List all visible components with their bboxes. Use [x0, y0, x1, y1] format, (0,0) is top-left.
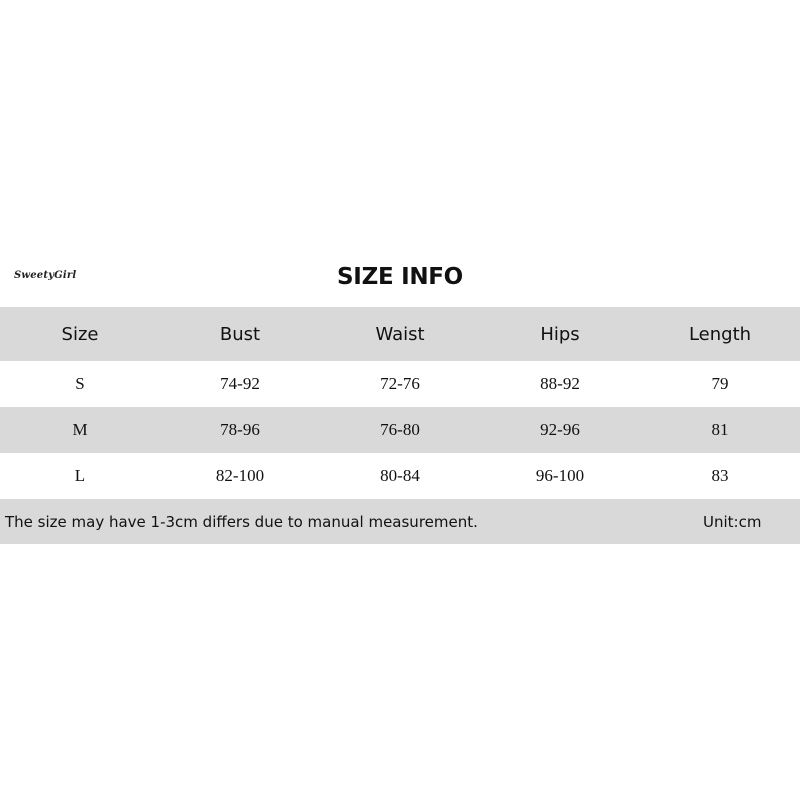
cell-bust: 82-100 — [215, 466, 265, 485]
measurement-note: The size may have 1-3cm differs due to manual measurement. — [5, 512, 478, 531]
cell-waist: 72-76 — [380, 374, 420, 393]
cell-hips: 88-92 — [540, 374, 580, 393]
cell-waist: 80-84 — [380, 466, 420, 485]
header-waist: Waist — [375, 323, 425, 345]
cell-waist: 76-80 — [380, 420, 420, 439]
table-row — [0, 453, 800, 499]
cell-length: 79 — [711, 374, 729, 393]
header-size: Size — [61, 323, 99, 345]
cell-size: S — [75, 374, 85, 393]
header-bust: Bust — [219, 323, 261, 345]
header-hips: Hips — [540, 323, 580, 345]
cell-bust: 74-92 — [220, 374, 260, 393]
footnote-row — [0, 499, 800, 544]
table-row — [0, 407, 800, 453]
table-header-row — [0, 307, 800, 361]
cell-length: 83 — [711, 466, 729, 485]
cell-bust: 78-96 — [220, 420, 260, 439]
size-table — [0, 307, 800, 499]
brand-logo: SweetyGirl — [14, 270, 77, 281]
cell-size: M — [72, 420, 88, 439]
unit-label: Unit:cm — [703, 512, 762, 531]
cell-hips: 92-96 — [540, 420, 580, 439]
cell-hips: 96-100 — [535, 466, 585, 485]
cell-length: 81 — [711, 420, 729, 439]
header-length: Length — [688, 323, 752, 345]
page-title: SIZE INFO — [337, 264, 463, 290]
cell-size: L — [74, 466, 86, 485]
table-row — [0, 361, 800, 407]
